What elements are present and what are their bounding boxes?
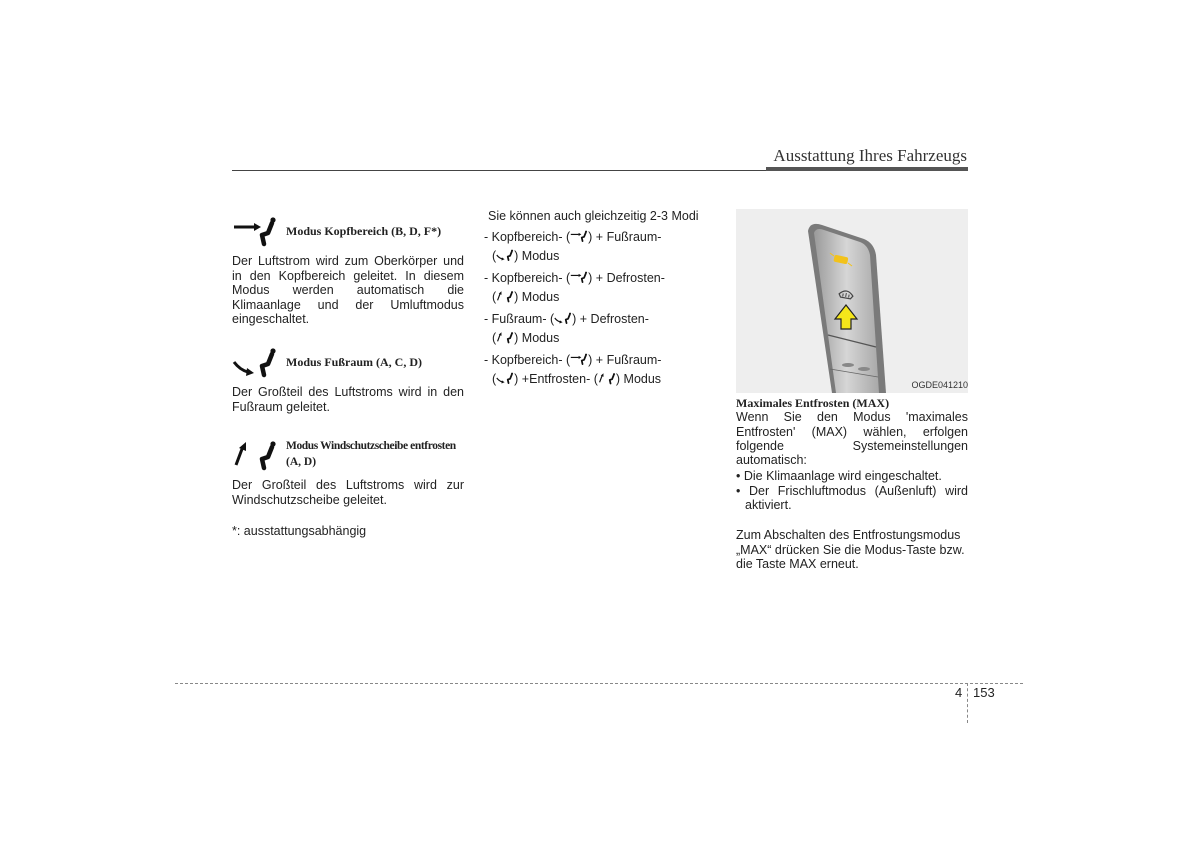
- windshield-defrost-icon: [598, 371, 616, 385]
- combo-text: ) Modus: [514, 331, 560, 345]
- mode-head-text: Der Luftstrom wird zum Oberkörper und in den Kopfbereich geleitet. In diesem Modus werden automatisch die Klimaanlage und der Umluftmodus eingeschaltet.: [232, 254, 464, 326]
- combo-section: [484, 207, 724, 390]
- footer-divider: [967, 683, 968, 723]
- face-vent-icon: [570, 270, 588, 284]
- max-defrost-closing: Zum Abschalten des Entfrostungsmodus „MAX“ drücken Sie die Modus-Taste bzw. die Taste MAX erneut.: [736, 528, 965, 571]
- control-panel-illustration: [736, 209, 968, 393]
- combo-text: ) + Defrosten-: [588, 270, 665, 285]
- figure-caption: OGDE041210: [911, 380, 968, 390]
- combo-text: ) Modus: [514, 249, 560, 263]
- mode-foot-heading: Modus Fußraum (A, C, D): [286, 354, 423, 369]
- bullet-text: Der Frischluftmodus (Außenluft) wird aktiviert.: [745, 483, 969, 513]
- combo-text: - Kopfbereich- (: [484, 352, 571, 367]
- max-defrost-heading: Maximales Entfrosten (MAX): [736, 396, 890, 410]
- mode-windshield-heading: [286, 438, 456, 470]
- mode-head-block: [232, 214, 464, 327]
- face-vent-icon: [570, 229, 588, 243]
- face-vent-icon: [232, 215, 278, 247]
- mode-head-heading: Modus Kopfbereich (B, D, F*): [286, 223, 442, 238]
- foot-vent-icon: [232, 346, 278, 378]
- chapter-number: 4: [955, 685, 963, 700]
- windshield-defrost-icon: [232, 437, 278, 471]
- combo-text: (: [492, 249, 497, 263]
- combo-text: ) Modus: [514, 290, 560, 304]
- foot-vent-icon: [496, 248, 514, 262]
- section-title: Ausstattung Ihres Fahrzeugs: [773, 146, 967, 165]
- combo-item-2: [484, 269, 724, 308]
- combo-text: (: [492, 331, 497, 345]
- windshield-defrost-icon: [496, 289, 514, 303]
- combo-item-4: [484, 351, 724, 390]
- mode-foot-block: [232, 345, 464, 414]
- max-defrost-text: Wenn Sie den Modus 'maximales Entfrosten' (MAX) wählen, erfolgen folgende Systemeinstellungen automatisch:: [736, 410, 968, 468]
- bullet-item: • Der Frischluftmodus (Außenluft) wird aktiviert.: [736, 483, 969, 513]
- foot-vent-icon: [554, 311, 572, 325]
- bullet-item: • Die Klimaanlage wird eingeschaltet.: [736, 469, 942, 484]
- footnote: *: ausstattungsabhängig: [232, 524, 367, 538]
- face-vent-icon: [570, 352, 588, 366]
- combo-item-1: [484, 228, 724, 267]
- mode-foot-text: Der Großteil des Luftstroms wird in den Fußraum geleitet.: [232, 385, 464, 414]
- combo-text: - Kopfbereich- (: [484, 229, 571, 244]
- mode-windshield-block: [232, 436, 464, 507]
- mode-windshield-heading-line2: (A, D): [286, 456, 317, 468]
- combo-text: ) + Fußraum-: [588, 352, 662, 367]
- mode-windshield-heading-line1: Modus Windschutzscheibe entfrosten: [286, 440, 456, 452]
- combo-text: - Fußraum- (: [484, 311, 555, 326]
- page-number: 153: [973, 685, 995, 700]
- combo-text: ) + Fußraum-: [588, 229, 662, 244]
- foot-vent-icon: [496, 371, 514, 385]
- combo-intro: Sie können auch gleichzeitig 2-3 Modi: [488, 209, 699, 223]
- combo-text: ) + Defrosten-: [572, 311, 649, 326]
- max-defrost-figure: [736, 209, 968, 393]
- mode-windshield-text: Der Großteil des Luftstroms wird zur Windschutzscheibe geleitet.: [232, 478, 464, 507]
- combo-text: (: [492, 372, 497, 386]
- combo-text: (: [492, 290, 497, 304]
- max-defrost-bullets: [736, 469, 968, 512]
- max-defrost-block: [736, 396, 968, 571]
- bullet-text: Die Klimaanlage wird eingeschaltet.: [743, 469, 942, 484]
- footer-rule: [175, 683, 1023, 684]
- combo-text: - Kopfbereich- (: [484, 270, 571, 285]
- combo-text: ) Modus: [615, 372, 662, 386]
- header-rule-accent: [766, 167, 968, 171]
- windshield-defrost-icon: [496, 330, 514, 344]
- combo-text: ) +Entfrosten- (: [514, 372, 598, 386]
- combo-item-3: [484, 310, 724, 349]
